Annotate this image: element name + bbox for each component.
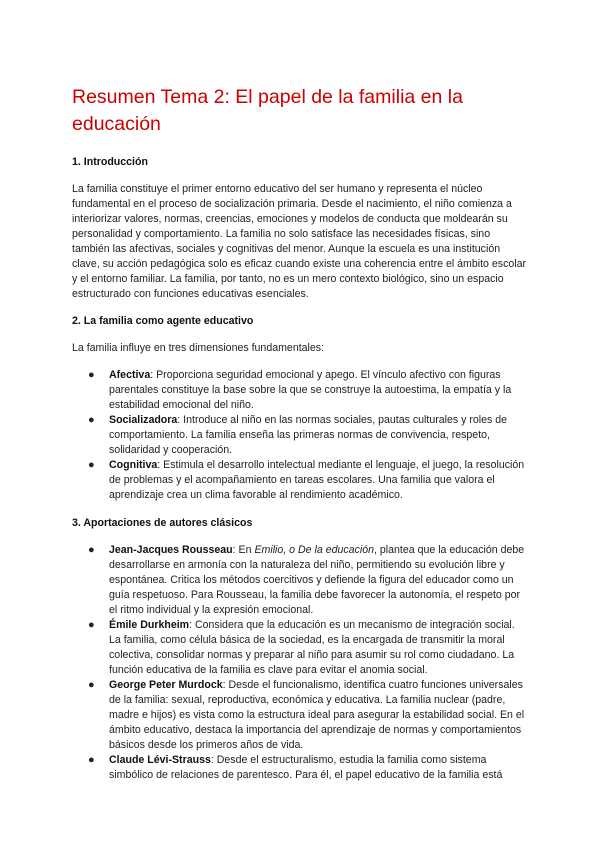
list-item — [88, 413, 528, 458]
list-item — [88, 368, 528, 413]
author-name: George Peter Murdock — [109, 679, 223, 691]
item-text: : Desde el funcionalismo, identifica cuatro funciones universales de la familia: sexual, reproductiva, económica y educativa. La familia nuclear (padre, madre e hijos) es vista como la estructura ideal para asegurar la estabilidad social. En el ámbito educativo, destaca la importancia del aprendizaje de normas y comportamientos básicos desde los primeros años de vida. — [109, 679, 525, 751]
item-term: Cognitiva — [109, 459, 158, 471]
item-term: Afectiva — [109, 369, 151, 381]
item-term: Socializadora — [109, 414, 178, 426]
item-text: : Proporciona seguridad emocional y apego. El vínculo afectivo con figuras parentales constituye la base sobre la que se construye la autoestima, la empatía y la estabilidad emocional del niño. — [109, 369, 512, 411]
bullet-icon: ● — [88, 544, 95, 556]
list-item — [88, 678, 528, 753]
bullet-icon: ● — [88, 679, 95, 691]
item-text: : En — [232, 544, 255, 556]
bullet-icon: ● — [88, 459, 95, 471]
item-text: , plantea que la educación debe desarrollarse en armonía con la naturaleza del niño, permitiendo su evolución libre y espontánea. Critica los métodos coercitivos y defiende la figura del educador como un guía respetuoso. Para Rousseau, la familia debe favorecer la autonomía, el respeto por el ritmo individual y la expresión emocional. — [109, 544, 525, 616]
document-title: Resumen Tema 2: El papel de la familia en la educación — [72, 86, 463, 135]
book-title: Emilio, o De la educación — [254, 544, 374, 556]
list-item — [88, 458, 528, 503]
authors-list — [72, 543, 528, 783]
section-heading-autores-clasicos: 3. Aportaciones de autores clásicos — [72, 517, 253, 529]
agent-intro-paragraph: La familia influye en tres dimensiones fundamentales: — [72, 342, 325, 354]
bullet-icon: ● — [88, 369, 95, 381]
item-text: : Estimula el desarrollo intelectual mediante el lenguaje, el juego, la resolución de problemas y el acompañamiento en tareas escolares. Una familia que valora el aprendizaje crea un clima favorable al rendimiento académico. — [109, 459, 525, 501]
item-text: : Desde el estructuralismo, estudia la familia como sistema simbólico de relaciones de parentesco. Para él, el papel educativo de la familia está — [109, 754, 503, 781]
list-item — [88, 618, 528, 678]
bullet-icon: ● — [88, 619, 95, 631]
bullet-icon: ● — [88, 754, 95, 766]
section-heading-agente-educativo: 2. La familia como agente educativo — [72, 315, 254, 327]
intro-paragraph: La familia constituye el primer entorno educativo del ser humano y representa el núcleo fundamental en el proceso de socialización primaria. Desde el nacimiento, el niño comienza a interiorizar valores, normas, creencias, emociones y modelos de conducta que moldearán su personalidad y comportamiento. La familia no solo satisface las necesidades físicas, sino también las afectivas, sociales y cognitivas del menor. Aunque la escuela es una institución clave, su acción pedagógica solo es eficaz cuando existe una coherencia entre el ámbito escolar y el entorno familiar. La familia, por tanto, no es un mero contexto biológico, sino un espacio estructurado con funciones educativas esenciales. — [72, 183, 527, 300]
author-name: Jean-Jacques Rousseau — [109, 544, 233, 556]
section-heading-introduccion: 1. Introducción — [72, 156, 148, 168]
author-name: Émile Durkheim — [109, 619, 190, 631]
list-item — [88, 753, 528, 783]
item-text: : Introduce al niño en las normas sociales, pautas culturales y roles de comportamiento. La familia enseña las primeras normas de convivencia, respeto, solidaridad y cooperación. — [109, 414, 508, 456]
bullet-icon: ● — [88, 414, 95, 426]
item-text: : Considera que la educación es un mecanismo de integración social. La familia, como célula básica de la sociedad, es la encargada de transmitir la moral colectiva, consolidar normas y preparar al niño para asumir su rol como ciudadano. La función educativa de la familia es clave para evitar el anomia social. — [109, 619, 515, 676]
dimensions-list — [72, 368, 528, 503]
list-item — [88, 543, 528, 618]
author-name: Claude Lévi-Strauss — [109, 754, 211, 766]
